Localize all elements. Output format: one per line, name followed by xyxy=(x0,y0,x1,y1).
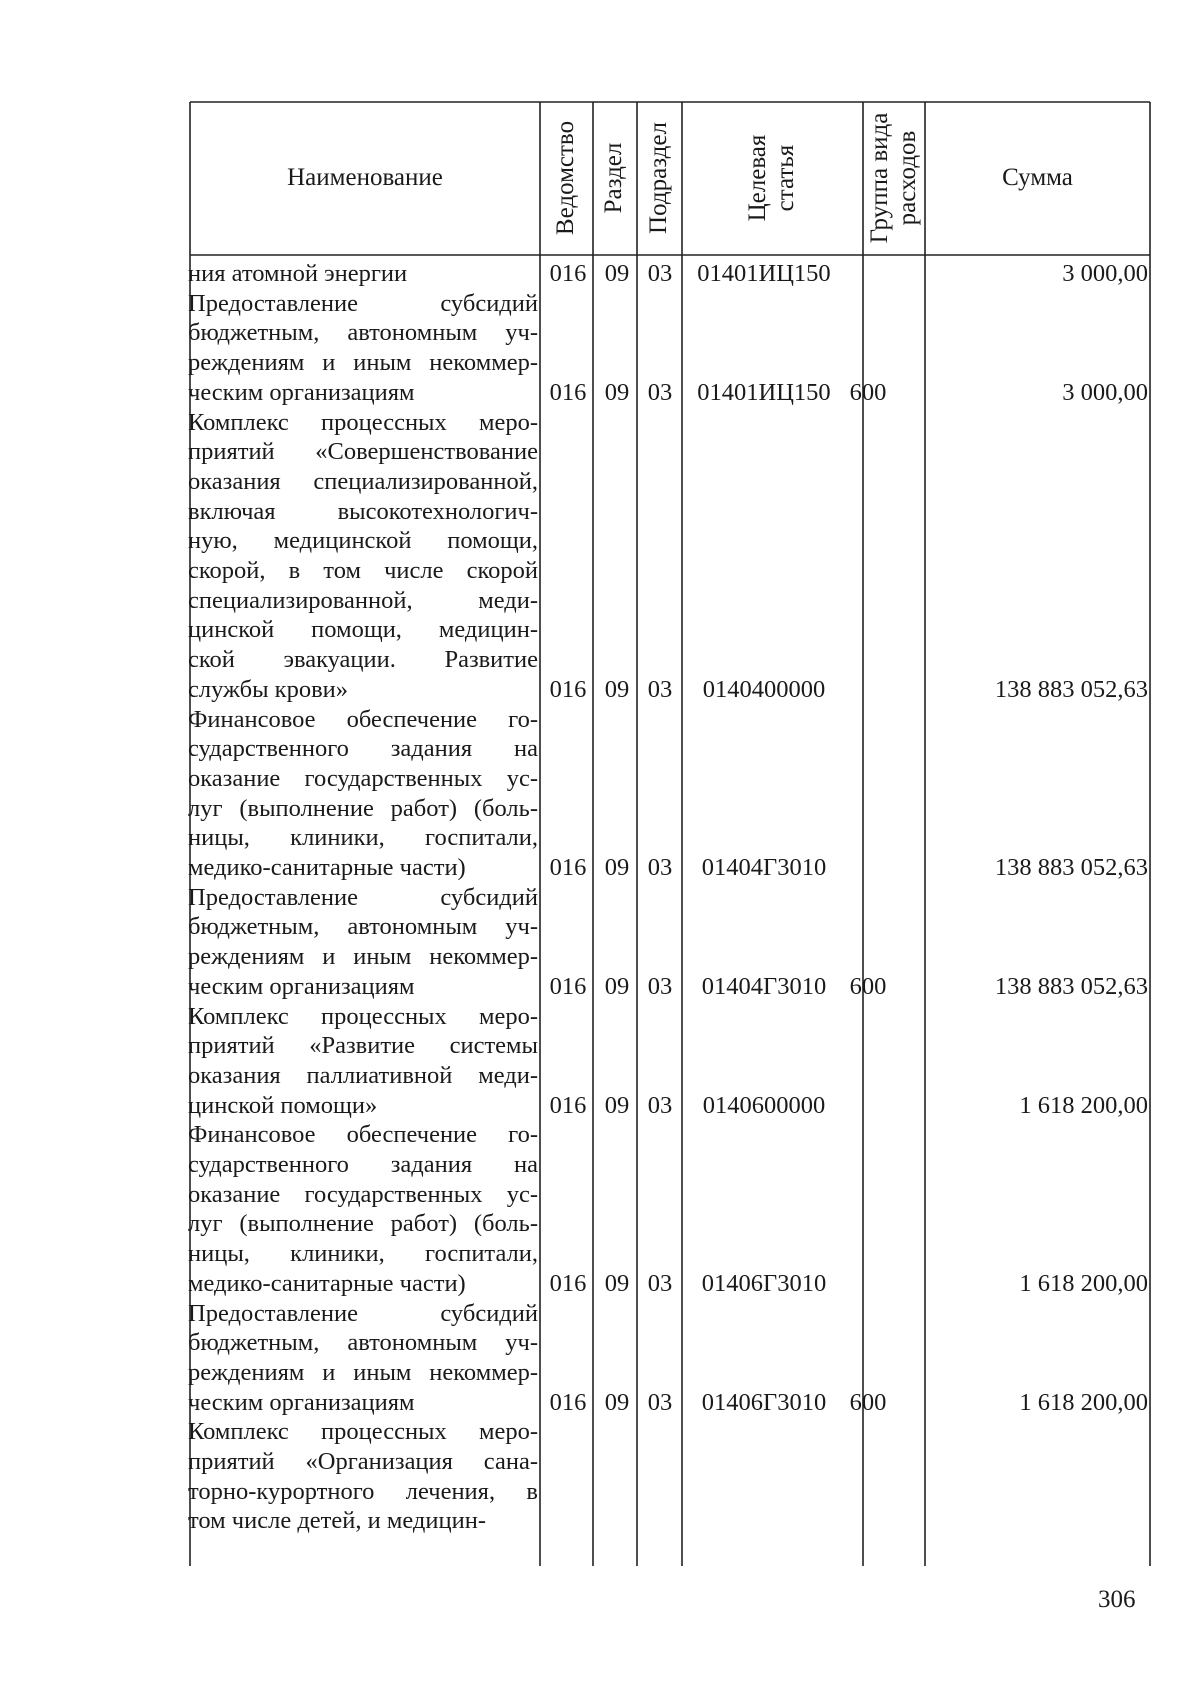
row-name xyxy=(188,883,538,1002)
row-name-line: скорой, в том числе скорой xyxy=(188,556,538,584)
row-vedomstvo: 016 xyxy=(549,260,587,287)
row-name-line: бюджетным, автономным уч- xyxy=(188,319,538,347)
row-name-line: включая высокотехнологич- xyxy=(188,497,538,525)
row-summa: 138 883 052,63 xyxy=(994,972,1148,1000)
row-name-line: Комплекс процессных меро- xyxy=(188,408,538,436)
row-razdel: 09 xyxy=(604,675,630,703)
row-name-line: службы крови» xyxy=(188,675,349,703)
row-name-line: ческим организациям xyxy=(188,378,415,406)
header-celevaya-line1: Целевая xyxy=(744,134,771,222)
row-podrazdel: 03 xyxy=(647,1388,673,1416)
row-name-line: ницы, клиники, госпитали, xyxy=(188,824,538,852)
row-name-line: реждениям и иным некоммер- xyxy=(188,349,538,377)
row-name xyxy=(188,259,538,289)
row-summa: 3 000,00 xyxy=(1062,378,1148,406)
row-name-line: бюджетным, автономным уч- xyxy=(188,913,538,941)
row-name-line: приятий «Развитие системы xyxy=(188,1032,538,1060)
row-name-line: приятий «Организация сана- xyxy=(188,1447,538,1475)
row-razdel: 09 xyxy=(604,378,630,406)
row-name xyxy=(188,705,538,883)
row-celevaya-statya: 01404Г3010 xyxy=(701,972,827,1000)
row-summa: 1 618 200,00 xyxy=(1019,1269,1148,1297)
row-name-line: ния атомной энергии xyxy=(188,260,408,287)
row-name-line: реждениям и иным некоммер- xyxy=(188,943,538,971)
row-name-line: бюджетным, автономным уч- xyxy=(188,1329,538,1357)
row-vedomstvo: 016 xyxy=(549,1388,587,1416)
row-name xyxy=(188,1417,538,1536)
row-name xyxy=(188,1002,538,1121)
row-name xyxy=(188,289,538,408)
row-name-line: том числе детей, и медицин- xyxy=(188,1507,486,1535)
row-podrazdel: 03 xyxy=(647,972,673,1000)
row-razdel: 09 xyxy=(604,854,630,881)
row-razdel: 09 xyxy=(604,1091,630,1119)
row-podrazdel: 03 xyxy=(647,260,673,287)
row-summa: 1 618 200,00 xyxy=(1019,1091,1148,1119)
row-name-line: ской эвакуации. Развитие xyxy=(188,646,538,673)
row-name-line: Предоставление субсидий xyxy=(188,883,538,911)
row-name-line: медико-санитарные части) xyxy=(188,1269,466,1297)
row-name-line: ческим организациям xyxy=(188,972,415,1000)
row-vedomstvo: 016 xyxy=(549,1091,587,1119)
row-razdel: 09 xyxy=(604,972,630,1000)
row-name-line: Комплекс процессных меро- xyxy=(188,1002,538,1030)
row-celevaya-statya: 01406Г3010 xyxy=(701,1388,827,1416)
row-vedomstvo: 016 xyxy=(549,1269,587,1297)
row-name-line: цинской помощи, медицин- xyxy=(188,616,538,644)
row-vedomstvo: 016 xyxy=(549,854,587,881)
row-name-line: оказания паллиативной меди- xyxy=(188,1061,538,1089)
row-summa: 138 883 052,63 xyxy=(994,675,1148,703)
row-razdel: 09 xyxy=(604,1388,630,1416)
header-gruppa-rashodov xyxy=(866,108,922,248)
header-gruppa-line2: расходов xyxy=(894,130,921,226)
row-name-line: ную, медицинской помощи, xyxy=(188,527,538,555)
header-name: Наименование xyxy=(287,164,443,191)
row-podrazdel: 03 xyxy=(647,675,673,703)
row-podrazdel: 03 xyxy=(647,1269,673,1297)
row-summa: 1 618 200,00 xyxy=(1019,1388,1148,1416)
row-summa: 3 000,00 xyxy=(1062,260,1148,287)
row-podrazdel: 03 xyxy=(647,378,673,406)
row-name-line: Финансовое обеспечение го- xyxy=(188,1121,538,1149)
row-podrazdel: 03 xyxy=(647,1091,673,1119)
row-name-line: Предоставление субсидий xyxy=(188,289,538,317)
header-celevaya-statya xyxy=(744,108,800,248)
row-name xyxy=(188,408,538,705)
row-celevaya-statya: 01401ИЦ150 xyxy=(697,260,831,287)
row-summa: 138 883 052,63 xyxy=(994,854,1148,881)
row-vedomstvo: 016 xyxy=(549,675,587,703)
row-celevaya-statya: 01401ИЦ150 xyxy=(697,378,831,406)
header-summa: Сумма xyxy=(1002,164,1073,191)
row-celevaya-statya: 01404Г3010 xyxy=(701,854,827,881)
row-name xyxy=(188,1120,538,1298)
row-name-line: специализированной, меди- xyxy=(188,586,538,614)
row-name-line: торно-курортного лечения, в xyxy=(188,1477,538,1505)
row-gruppa-rashodov: 600 xyxy=(849,378,887,406)
row-name-line: Комплекс процессных меро- xyxy=(188,1418,538,1446)
row-name-line: сударственного задания на xyxy=(188,735,538,763)
row-celevaya-statya: 0140400000 xyxy=(702,675,826,703)
row-name-line: оказание государственных ус- xyxy=(188,1180,538,1208)
row-razdel: 09 xyxy=(604,1269,630,1297)
header-podrazdel: Подраздел xyxy=(645,122,672,234)
header-vedomstvo: Ведомство xyxy=(552,120,579,236)
row-name-line: реждениям и иным некоммер- xyxy=(188,1358,538,1386)
row-vedomstvo: 016 xyxy=(549,972,587,1000)
page-number: 306 xyxy=(1098,1586,1136,1613)
row-celevaya-statya: 0140600000 xyxy=(702,1091,826,1119)
row-name-line: медико-санитарные части) xyxy=(188,853,466,881)
row-name-line: приятий «Совершенствование xyxy=(188,438,538,466)
header-gruppa-line1: Группа вида xyxy=(866,112,893,244)
header-celevaya-line2: статья xyxy=(772,144,799,212)
row-gruppa-rashodov: 600 xyxy=(849,972,887,1000)
row-name-line: луг (выполнение работ) (боль- xyxy=(188,1210,538,1238)
row-razdel: 09 xyxy=(604,260,630,287)
row-name-line: оказания специализированной, xyxy=(188,467,538,495)
row-name-line: луг (выполнение работ) (боль- xyxy=(188,794,538,822)
row-name-line: Предоставление субсидий xyxy=(188,1299,538,1327)
row-name-line: оказание государственных ус- xyxy=(188,764,538,792)
row-gruppa-rashodov: 600 xyxy=(849,1388,887,1416)
row-name-line: цинской помощи» xyxy=(188,1091,378,1119)
header-razdel: Раздел xyxy=(600,142,627,214)
row-name-line: ницы, клиники, госпитали, xyxy=(188,1240,538,1268)
row-name-line: ческим организациям xyxy=(188,1388,415,1416)
row-name-line: Финансовое обеспечение го- xyxy=(188,705,538,733)
row-celevaya-statya: 01406Г3010 xyxy=(701,1269,827,1297)
row-podrazdel: 03 xyxy=(647,854,673,881)
row-name xyxy=(188,1299,538,1418)
row-name-line: сударственного задания на xyxy=(188,1150,538,1178)
row-vedomstvo: 016 xyxy=(549,378,587,406)
